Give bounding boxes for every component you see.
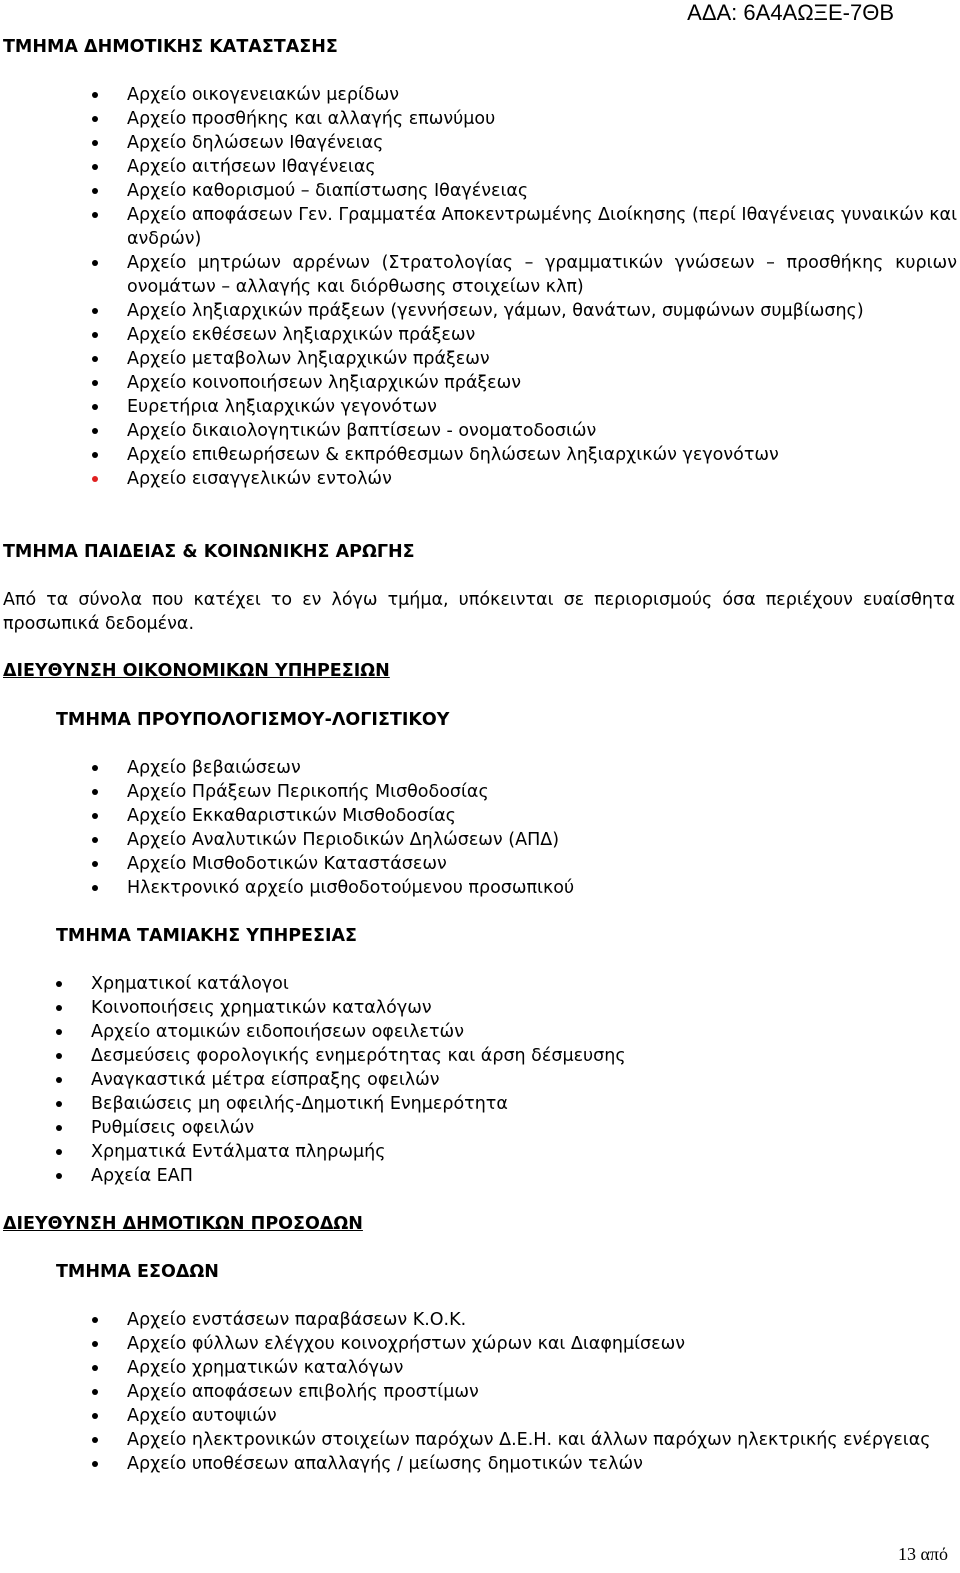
treasury-list [91,972,921,1188]
list-item: Αρχείο αιτήσεων Ιθαγένειας [127,155,957,179]
list-item: Αρχείο εκθέσεων ληξιαρχικών πράξεων [127,323,957,347]
section-title-education: ΤΜΗΜΑ ΠΑΙΔΕΙΑΣ & ΚΟΙΝΩΝΙΚΗΣ ΑΡΩΓΗΣ [3,542,415,562]
list-item: Αρχείο Πράξεων Περικοπής Μισθοδοσίας [127,780,957,804]
list-item: Αρχείο ληξιαρχικών πράξεων (γεννήσεων, γάμων, θανάτων, συμφώνων συμβίωσης) [127,299,957,323]
list-item: Αρχείο αυτοψιών [127,1404,957,1428]
list-item: Αρχείο δηλώσεων Ιθαγένειας [127,131,957,155]
list-item: Αρχείο Εκκαθαριστικών Μισθοδοσίας [127,804,957,828]
list-item: Κοινοποιήσεις χρηματικών καταλόγων [91,996,921,1020]
list-item: Ρυθμίσεις οφειλών [91,1116,921,1140]
list-item: Αρχεία ΕΑΠ [91,1164,921,1188]
section-title-treasury: ΤΜΗΜΑ ΤΑΜΙΑΚΗΣ ΥΠΗΡΕΣΙΑΣ [56,926,357,946]
section-title-budget: ΤΜΗΜΑ ΠΡΟΥΠΟΛΟΓΙΣΜΟΥ-ΛΟΓΙΣΤΙΚΟΥ [56,710,450,730]
section-title-revenue: ΤΜΗΜΑ ΕΣΟΔΩΝ [56,1262,219,1282]
revenue-list [127,1308,957,1476]
direction-title-revenue: ΔΙΕΥΘΥΝΣΗ ΔΗΜΟΤΙΚΩΝ ΠΡΟΣΟΔΩΝ [3,1214,363,1234]
list-item: Αρχείο Μισθοδοτικών Καταστάσεων [127,852,957,876]
list-item: Αρχείο αποφάσεων επιβολής προστίμων [127,1380,957,1404]
list-item: Αρχείο ενστάσεων παραβάσεων Κ.Ο.Κ. [127,1308,957,1332]
list-item: Αρχείο δικαιολογητικών βαπτίσεων - ονοματοδοσιών [127,419,957,443]
list-item: Αρχείο επιθεωρήσεων & εκπρόθεσμων δηλώσεων ληξιαρχικών γεγονότων [127,443,957,467]
list-item: Αρχείο καθορισμού – διαπίστωσης Ιθαγένειας [127,179,957,203]
list-item: Αρχείο ηλεκτρονικών στοιχείων παρόχων Δ.Ε.Η. και άλλων παρόχων ηλεκτρικής ενέργειας [127,1428,957,1452]
ada-code: ΑΔΑ: 6Α4ΑΩΞΕ-7ΘΒ [687,0,894,25]
list-item: Αναγκαστικά μέτρα είσπραξης οφειλών [91,1068,921,1092]
list-item: Αρχείο φύλλων ελέγχου κοινοχρήστων χώρων και Διαφημίσεων [127,1332,957,1356]
list-item: Αρχείο κοινοποιήσεων ληξιαρχικών πράξεων [127,371,957,395]
list-item: Αρχείο χρηματικών καταλόγων [127,1356,957,1380]
list-item: Χρηματικοί κατάλογοι [91,972,921,996]
list-item: Ηλεκτρονικό αρχείο μισθοδοτούμενου προσωπικού [127,876,957,900]
budget-list [127,756,957,900]
list-item: Αρχείο υποθέσεων απαλλαγής / μείωσης δημοτικών τελών [127,1452,957,1476]
list-item: Βεβαιώσεις μη οφειλής-Δημοτική Ενημερότητα [91,1092,921,1116]
list-item: Αρχείο μητρώων αρρένων (Στρατολογίας – γραμματικών γνώσεων – προσθήκης κυριων ονομάτων – αλλαγής και διόρθωσης στοιχείων κλπ) [127,253,957,297]
list-item: Αρχείο εισαγγελικών εντολών [127,467,957,491]
list-item: Δεσμεύσεις φορολογικής ενημερότητας και άρση δέσμευσης [91,1044,921,1068]
list-item: Αρχείο βεβαιώσεων [127,756,957,780]
civil-status-list [127,83,957,491]
page-number: 13 από [897,1544,948,1564]
direction-title-finance: ΔΙΕΥΘΥΝΣΗ ΟΙΚΟΝΟΜΙΚΩΝ ΥΠΗΡΕΣΙΩΝ [3,661,390,681]
list-item: Ευρετήρια ληξιαρχικών γεγονότων [127,395,957,419]
section-title-civil-status: ΤΜΗΜΑ ΔΗΜΟΤΙΚΗΣ ΚΑΤΑΣΤΑΣΗΣ [3,37,338,57]
list-item: Αρχείο μεταβολων ληξιαρχικών πράξεων [127,347,957,371]
list-item: Αρχείο ατομικών ειδοποιήσεων οφειλετών [91,1020,921,1044]
list-item: Χρηματικά Εντάλματα πληρωμής [91,1140,921,1164]
education-paragraph: Από τα σύνολα που κατέχει το εν λόγω τμήμα, υπόκεινται σε περιορισμούς όσα περιέχουν ευαίσθητα προσωπικά δεδομένα. [3,590,955,634]
list-item: Αρχείο οικογενειακών μερίδων [127,83,957,107]
list-item: Αρχείο αποφάσεων Γεν. Γραμματέα Αποκεντρωμένης Διοίκησης (περί Ιθαγένειας γυναικών και ανδρών) [127,205,957,249]
list-item: Αρχείο Αναλυτικών Περιοδικών Δηλώσεων (ΑΠΔ) [127,828,957,852]
list-item: Αρχείο προσθήκης και αλλαγής επωνύμου [127,107,957,131]
